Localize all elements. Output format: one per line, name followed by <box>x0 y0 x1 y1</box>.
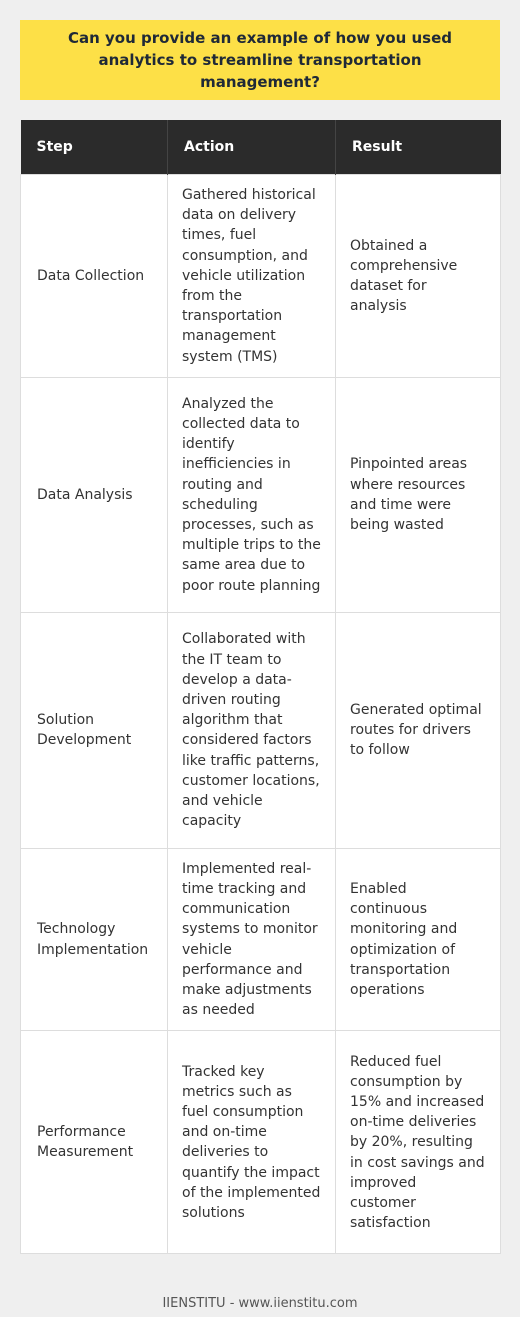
result-cell: Pinpointed areas where resources and time were being wasted <box>336 377 501 612</box>
question-banner <box>20 20 500 100</box>
step-cell: Data Collection <box>21 175 168 378</box>
step-cell: Solution Development <box>21 612 168 848</box>
step-cell: Technology Implementation <box>21 848 168 1031</box>
footer-credit: IIENSTITU - www.iienstitu.com <box>162 1296 358 1311</box>
header-result: Result <box>336 120 501 175</box>
action-cell: Implemented real-time tracking and communication systems to monitor vehicle performance and make adjustments as needed <box>168 848 336 1031</box>
steps-table <box>20 120 501 1254</box>
table-header-row <box>21 120 501 175</box>
action-cell: Gathered historical data on delivery times, fuel consumption, and vehicle utilization from the transportation management system (TMS) <box>168 175 336 378</box>
result-cell: Generated optimal routes for drivers to follow <box>336 612 501 848</box>
page-title: Can you provide an example of how you used analytics to streamline transportation management? <box>67 29 453 91</box>
table-row <box>21 175 501 378</box>
table-row <box>21 848 501 1031</box>
header-action: Action <box>168 120 336 175</box>
step-cell: Data Analysis <box>21 377 168 612</box>
result-cell: Reduced fuel consumption by 15% and increased on-time deliveries by 20%, resulting in cost savings and improved customer satisfaction <box>336 1031 501 1254</box>
action-cell: Analyzed the collected data to identify inefficiencies in routing and scheduling processes, such as multiple trips to the same area due to poor route planning <box>168 377 336 612</box>
header-step: Step <box>21 120 168 175</box>
action-cell: Collaborated with the IT team to develop a data-driven routing algorithm that considered factors like traffic patterns, customer locations, and vehicle capacity <box>168 612 336 848</box>
result-cell: Enabled continuous monitoring and optimization of transportation operations <box>336 848 501 1031</box>
table-row <box>21 377 501 612</box>
step-cell: Performance Measurement <box>21 1031 168 1254</box>
result-cell: Obtained a comprehensive dataset for analysis <box>336 175 501 378</box>
action-cell: Tracked key metrics such as fuel consumption and on-time deliveries to quantify the impact of the implemented solutions <box>168 1031 336 1254</box>
table-row <box>21 612 501 848</box>
table-row <box>21 1031 501 1254</box>
